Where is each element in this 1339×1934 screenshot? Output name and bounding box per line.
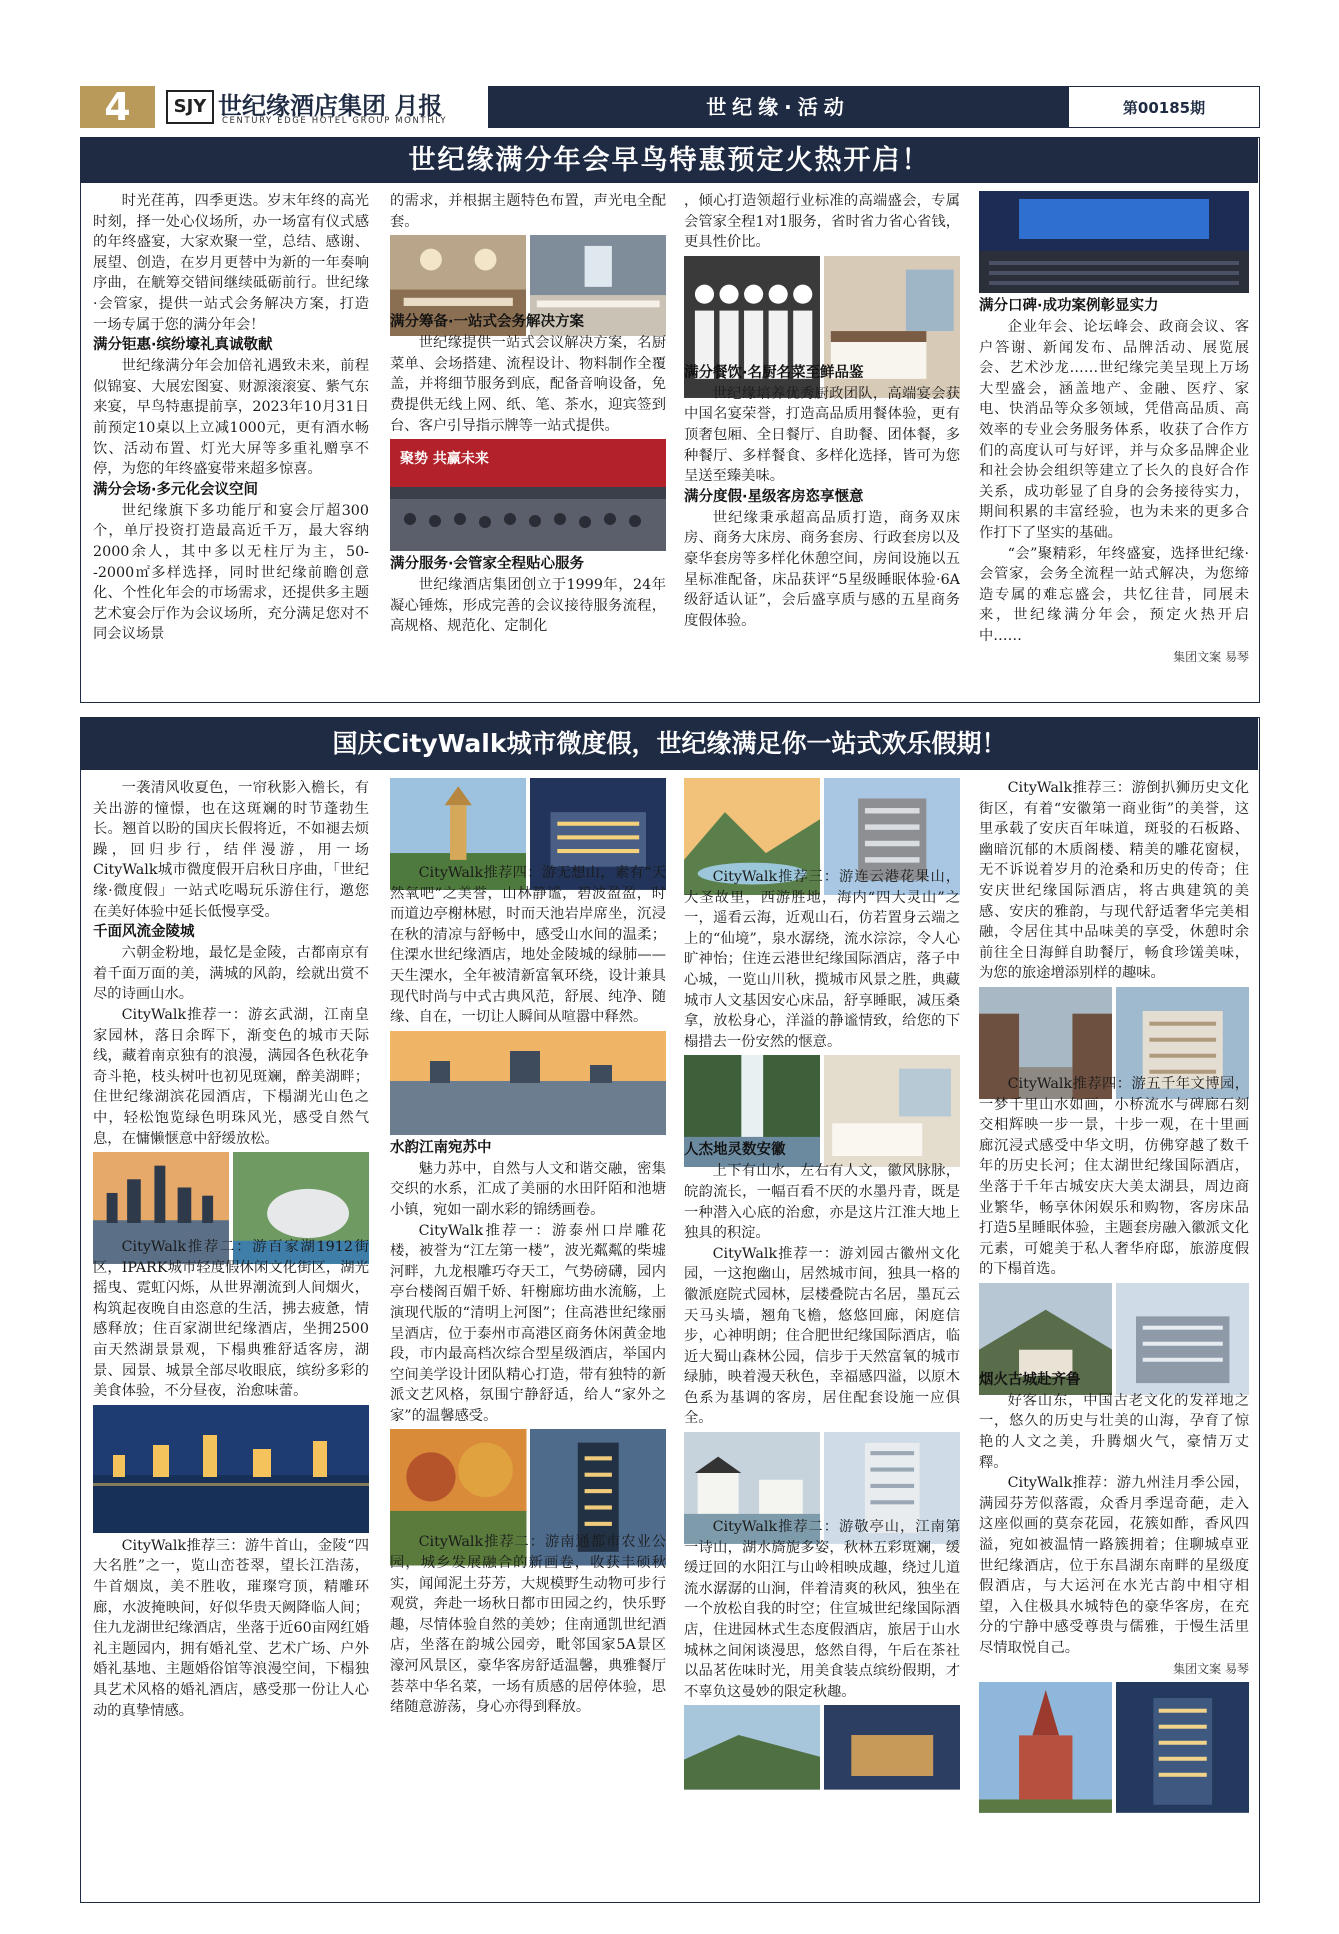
paragraph: 好客山东，中国古老文化的发祥地之一，悠久的历史与壮美的山海，孕育了惊艳的人文之美，升腾烟火气，豪情万丈釋。	[979, 1392, 1249, 1471]
paragraph: “会”聚精彩，年终盛宴，选择世纪缘·会管家，会务全流程一站式解决，为您缔造专属的难忘盛会，共忆往昔，同展未来，世纪缘满分年会，预定火热开启中……	[979, 545, 1249, 644]
paragraph: CityWalk推荐二：游百家湖1912街区，IPARK城市轻度假休闲文化街区，湖光摇曳、霓虹闪烁，从世界潮流到人间烟火，构筑起夜晚自由恣意的生活，拂去疲惫，情感释放；住百家湖世纪缘酒店，坐拥2500亩天然湖景景观，下榻典雅舒适客房，湖景、园景、城景全部尽收眼底，缤纷多彩的美食体验，不分昼夜，治愈味蕾。	[93, 1239, 369, 1400]
paragraph: CityWalk推荐三：游连云港花果山，大圣故里，西游胜地，海内“四大灵山”之一，遥看云海，近观山石，仿若置身云端之上的“仙境”，泉水潺绕，流水淙淙，令人心旷神怡；住连云港世纪缘国际酒店，落子中心城，一览山川秋，揽城市风景之胜，典藏城市人文基因安心床品，舒享睡眠，减压桑拿，放松身心，洋溢的静谧情致，给您的下榻措去一份安然的惬意。	[684, 869, 960, 1050]
photo-row	[979, 1682, 1249, 1780]
paragraph: CityWalk推荐二：游敬亭山，江南第一诗山，湖水旖旎多姿，秋林五彩斑斓，缓缓迂回的水阳江与山岭相映成趣，绕过儿道流水潺潺的山涧，伴着清爽的秋风，独坐在一个放松自我的时空；住宣城世纪缘国际酒店，住进园林式生态度假酒店，旅居于山水城林之间闲谈漫思，悠然自得，午后在茶社以品茗佐味时光，用美食装点缤纷假期，才不辜负这曼妙的限定秋趣。	[684, 1519, 960, 1700]
masthead	[80, 86, 1260, 128]
subheading: 满分度假·星级客房恣享惬意	[684, 488, 864, 505]
photo-pagoda	[390, 778, 527, 860]
subheading: 水韵江南宛苏中	[390, 1139, 492, 1156]
article-headline: 国庆CityWalk城市微度假，世纪缘满足你一站式欢乐假期！	[81, 718, 1258, 770]
photo-row	[684, 778, 960, 864]
paragraph: 世纪缘酒店集团创立于1999年，24年凝心锤炼，形成完善的会议接待服务流程，高规格、规范化、定制化	[390, 577, 666, 635]
photo-row	[684, 1055, 960, 1137]
paragraph: 世纪缘秉承超高品质打造，商务双床房、商务大床房、商务套房、行政套房以及豪华套房等多样化休憩空间，房间设施以五星标准配备，床品获评“5星级睡眠体验·6A级舒适认证”，会后盛享质与感的五星商务度假体验。	[684, 509, 960, 629]
paragraph: 魅力苏中，自然与人文和谐交融，密集交织的水系，汇成了美丽的水田阡陌和池塘小镇，宛如一副水彩的锦绣画卷。	[390, 1160, 666, 1218]
photo-highrise-hotel	[824, 1432, 961, 1514]
photo-historic-street	[979, 987, 1113, 1071]
author-credit: 集团文案 易琴	[1173, 649, 1249, 664]
photo-banquet-hall	[390, 235, 527, 309]
photo-liaocheng-hotel	[1116, 1682, 1250, 1780]
photo-row	[93, 1152, 369, 1234]
article-headline: 世纪缘满分年会早鸟特惠预定火热开启！	[81, 138, 1258, 183]
photo-summit-stage	[979, 191, 1249, 293]
photo-anqing-hotel	[1116, 987, 1250, 1071]
photo-row	[979, 987, 1249, 1071]
page-number: 4	[80, 86, 155, 128]
article1-column-2	[390, 191, 666, 696]
photo-conference-banner	[390, 439, 666, 551]
brand-suffix: 月报	[394, 92, 443, 120]
photo-mountain-park	[684, 778, 821, 864]
paragraph: ，倾心打造领超行业标准的高端盛会，专属会管家全程1对1服务，省时省力省心省钱，更具性价比。	[684, 193, 960, 251]
photo-tower-hotel	[530, 1429, 667, 1529]
photo-row	[684, 1432, 960, 1514]
paragraph: 世纪缘满分年会加倍礼遇致未来，前程似锦宴、大展宏图宴、财源滚滚宴、紫气东来宴，早鸟特惠提前享，2023年10月31日前预定10桌以上立减1000元，更有酒水畅饮、活动布置、灯光大屏等多重礼赠享不停，为您的年终盛宴带来超多惊喜。	[93, 358, 369, 478]
photo-waterfall	[684, 1055, 821, 1137]
photo-riverside-sunset	[390, 1031, 666, 1135]
paragraph: CityWalk推荐四：游五千年文博园，一梦千里山水如画，小桥流水与碑廊石刻交相辉映一步一景，十步一观，在十里画廊沉浸式感受中华文明，仿佛穿越了数千年的历史长河；住太湖世纪缘国际酒店，坐落于千年古城安庆大美太湖县，周边商业繁华，畅享休闲娱乐和购物，客房床品打造5星睡眠体验，主题套房融入徽派文化元素，可媲美于私人奢华府邸，旅游度假的下榻首选。	[979, 1075, 1249, 1278]
paragraph: CityWalk推荐四：游无想山，素有“天然氧吧”之美誉，山林静谧，碧波盈盈，时而道边亭榭林慰，时而天池岩岸席坐，沉浸在秋的清凉与舒畅中，感受山水间的温柔；住溧水世纪缘酒店，地处金陵城的绿肺——天生溧水，全年被清新富氧环绕，设计兼具现代时尚与中式古典风范，舒展、纯净、随缘、自在，一切让人瞬间从喧嚣中释然。	[390, 865, 666, 1026]
subheading: 人杰地灵数安徽	[684, 1142, 786, 1159]
paragraph: CityWalk推荐一：游泰州口岸雕花楼，被誉为“江左第一楼”，波光粼粼的柴墟河畔，九龙根雕巧夺天工，气势磅礴，园内亭台楼阁百媚千娇、轩榭廊坊曲水流觞，上演现代版的“清明上河图”；住高港世纪缘丽呈酒店，位于泰州市高港区商务休闲黄金地段，市内最高档次综合型星级酒店，举国内空间美学设计团队精心打造，带有独特的新派文艺风格，氛围宁静舒适，给人“家外之家”的温馨感受。	[390, 1222, 666, 1424]
article2-column-2	[390, 778, 666, 1898]
article1-column-3	[684, 191, 960, 696]
photo-church	[979, 1682, 1113, 1780]
paragraph: 上下有山水，左右有人文，徽风脉脉，皖韵流长，一幅百看不厌的水墨丹青，既是一种潜入心底的治愈，亦是这片江淮大地上独具的积淀。	[684, 1163, 960, 1242]
article2-column-3	[684, 778, 960, 1898]
subheading: 烟火古城赴齐鲁	[979, 1371, 1081, 1388]
paragraph: CityWalk推荐一：游刘园古徽州文化园，一这抱幽山，居然城市间，独具一格的徽派庭院式园林，层楼叠院古名居，墨瓦云天马头墙，翘角飞檐，悠悠回廊，闲庭信步，心神明朗；住合肥世纪缘国际酒店，临近大蜀山森林公园，信步于天然富氧的城市绿肺，映着漫天秋色，幸福感四溢，以原木色系为基调的客房，居住配套设施一应俱全。	[684, 1245, 960, 1427]
paragraph: 一袭清风收夏色，一帘秋影入檐长，有关出游的憧憬，也在这斑斓的时节蓬勃生长。翘首以盼的国庆长假将近，不如褪去烦躁，回归步行，结伴漫游，用一场CityWalk城市微度假开启秋日序曲，「世纪缘·微度假」一站式吃喝玩乐游住行，邀您在美好体验中延长低慢享受。	[93, 780, 369, 920]
brand-name-text: 世纪缘酒店集团	[218, 92, 386, 120]
photo-resort-dusk	[824, 1705, 961, 1767]
photo-row	[684, 256, 960, 360]
paragraph: 企业年会、论坛峰会、政商会议、客户答谢、新闻发布、品牌活动、展览展会、艺术沙龙……世纪缘完美呈现上万场大型盛会，涵盖地产、金融、医疗、家电、快消品等众多领域，凭借高品质、高效率的专业会务服务体系，收获了合作方们的高度认可与好评，并与众多品牌企业和社会协会组织等建立了长久的良好合作关系，成功彰显了自身的会务接待实力，期间积累的丰富经验，也为未来的更多合作打下了坚实的基础。	[979, 319, 1249, 541]
photo-hui-village	[684, 1432, 821, 1514]
paragraph: CityWalk推荐一：游玄武湖，江南皇家园林，落日余晖下，渐变色的城市天际线，藏着南京独有的浪漫，满园各色秋花争奇斗艳，枝头树叶也初见斑斓，醉美湖畔；住世纪缘湖滨花园酒店，下榻湖光山色之中，轻松饱览绿色明珠风光，感受自然气息，在慵懒惬意中舒缓放松。	[93, 1006, 369, 1147]
photo-row	[390, 235, 666, 309]
section-title: 世纪缘·活动	[706, 95, 850, 119]
paragraph: CityWalk推荐三：游牛首山，金陵“四大名胜”之一，览山峦苍翠，望长江浩荡，牛首烟岚，美不胜收，璀璨穹顶，精雕环廊，水波掩映间，好似华贵天阙降临人间；住九龙湖世纪缘酒店，坐落于近60亩网红婚礼主题园内，拥有婚礼堂、艺术广场、户外婚礼基地、主题婚俗馆等浪漫空间，下榻独具艺术风格的婚礼酒店，感受那一份让人心动的真挚情感。	[93, 1537, 369, 1719]
photo-guest-room	[824, 256, 961, 360]
photo-night-lake	[93, 1405, 369, 1533]
article1-column-4	[979, 191, 1249, 696]
paragraph: 的需求，并根据主题特色布置，声光电全配套。	[390, 193, 666, 230]
article-citywalk	[80, 717, 1260, 1903]
author-credit: 集团文案 易琴	[1173, 1661, 1249, 1676]
section-bar	[488, 86, 1260, 128]
paragraph: 时光荏苒，四季更迭。岁末年终的高光时刻，择一处心仪场所，办一场富有仪式感的年终盛宴，大家欢聚一堂，总结、感谢、展望、创造，在岁月更替中为新的一年奏响序曲，在觥筹交错间继续砥砺前行。世纪缘·会管家，提供一站式会务解决方案，打造一场专属于您的满分年会！	[93, 193, 369, 333]
photo-hotel-night	[530, 778, 667, 860]
subheading: 满分餐饮·名厨名菜至鲜品鉴	[684, 364, 864, 381]
article-annual-meeting	[80, 137, 1260, 703]
subheading: 千面风流金陵城	[93, 924, 195, 941]
paragraph: CityWalk推荐二：游南通都市农业公园，城乡发展融合的新画卷，收获丰硕秋实，闻闻泥土芬芳，大规模野生动物可步行观赏，奔赴一场秋日都市田园之约，快乐野趣，尽情体验自然的美妙；住南通凯世纪酒店，坐落在韵城公园旁，毗邻国家5A景区濠河风景区，豪华客房舒适温馨，典雅餐厅荟萃中华名菜，一场有质感的居停体验，思绪随意游荡，身心亦得到释放。	[390, 1534, 666, 1716]
article2-column-4	[979, 778, 1249, 1898]
photo-autumn-garden	[390, 1429, 527, 1529]
photo-row	[684, 1705, 960, 1767]
photo-city-hotel	[824, 778, 961, 864]
photo-chef-team	[684, 256, 821, 360]
paragraph: CityWalk推荐：游九州洼月季公园，满园芬芳似落霞，众香月季逞奇葩，走入这座似画的莫奈花园，花簇如酢，香风四溢，宛如被温情一路簇拥着；住聊城卓亚世纪缘酒店，位于东昌湖东南畔的星级度假酒店，与大运河在水光古韵中相守相望，入住极具水城特色的豪华客房，在充分的宁静中感受尊贵与儒雅，于慢生活里尽情取悦自己。	[979, 1475, 1249, 1656]
logo-mark: SJY	[166, 90, 214, 124]
photo-nanjing-skyline	[93, 1152, 230, 1234]
photo-row	[979, 1283, 1249, 1367]
photo-lake-hotel	[233, 1152, 370, 1234]
photo-row	[390, 1429, 666, 1529]
photo-hotel-room	[824, 1055, 961, 1137]
subheading: 满分会场·多元化会议空间	[93, 481, 259, 498]
issue-number: 第00185期	[1068, 86, 1260, 128]
subheading: 满分筹备·一站式会务解决方案	[390, 314, 585, 331]
subheading: 满分钜惠·缤纷壕礼真诚敬献	[93, 337, 273, 354]
photo-row	[390, 778, 666, 860]
subheading: 满分口碑·成功案例彰显实力	[979, 298, 1159, 314]
photo-hill-town	[979, 1283, 1113, 1367]
photo-taihu-hotel	[1116, 1283, 1250, 1367]
article2-column-1	[93, 778, 369, 1898]
brand-english: CENTURY EDGE HOTEL GROUP MONTHLY	[222, 116, 448, 126]
subheading: 满分服务·会管家全程贴心服务	[390, 556, 585, 573]
paragraph: 世纪缘培养优秀厨政团队，高端宴会获中国名宴荣誉，打造高品质用餐体验，更有顶奢包厢、全日餐厅、自助餐、团体餐，多种餐厅、多样餐食、多样化选择，皆可为您呈送至臻美味。	[684, 385, 960, 485]
paragraph: 六朝金粉地，最忆是金陵，古都南京有着千面万面的美，满城的风韵，绘就出赏不尽的诗画山水。	[93, 945, 369, 1003]
photo-river-landscape	[684, 1705, 821, 1767]
photo-ballroom	[530, 235, 667, 309]
banner-text: 聚势 共赢未来	[400, 451, 489, 468]
paragraph: 世纪缘提供一站式会议解决方案，名厨菜单、会场搭建、流程设计、物料制作全覆盖，并将细节服务到底，配备音响设备，免费提供无线上网、纸、笔、茶水，迎宾签到台、客户引导指示牌等一站式提供。	[390, 335, 666, 434]
paragraph: CityWalk推荐三：游倒扒狮历史文化街区，有着“安徽第一商业街”的美誉，这里承载了安庆百年味道，斑驳的石板路、幽暗沉郁的木质阁楼、精美的雕花窗棂，无不诉说着岁月的沧桑和历史的传奇；住安庆世纪缘国际酒店，将古典建筑的美感、安庆的雅韵，与现代舒适奢华完美相融，令居住其中品味美的享受，休憩时余前往全日海鲜自助餐厅，畅食珍馐美味，为您的旅途增添别样的趣味。	[979, 780, 1249, 982]
article1-column-1	[93, 191, 369, 696]
paragraph: 世纪缘旗下多功能厅和宴会厅超300个，单厅投资打造最高近千万，最大容纳2000余人，其中多以无柱厅为主，50--2000㎡多样选择，同时世纪缘前瞻创意化、个性化年会的市场需求，还提供多主题艺术宴会厅作为会议场所，充分满足您对不同会议场景	[93, 502, 369, 643]
